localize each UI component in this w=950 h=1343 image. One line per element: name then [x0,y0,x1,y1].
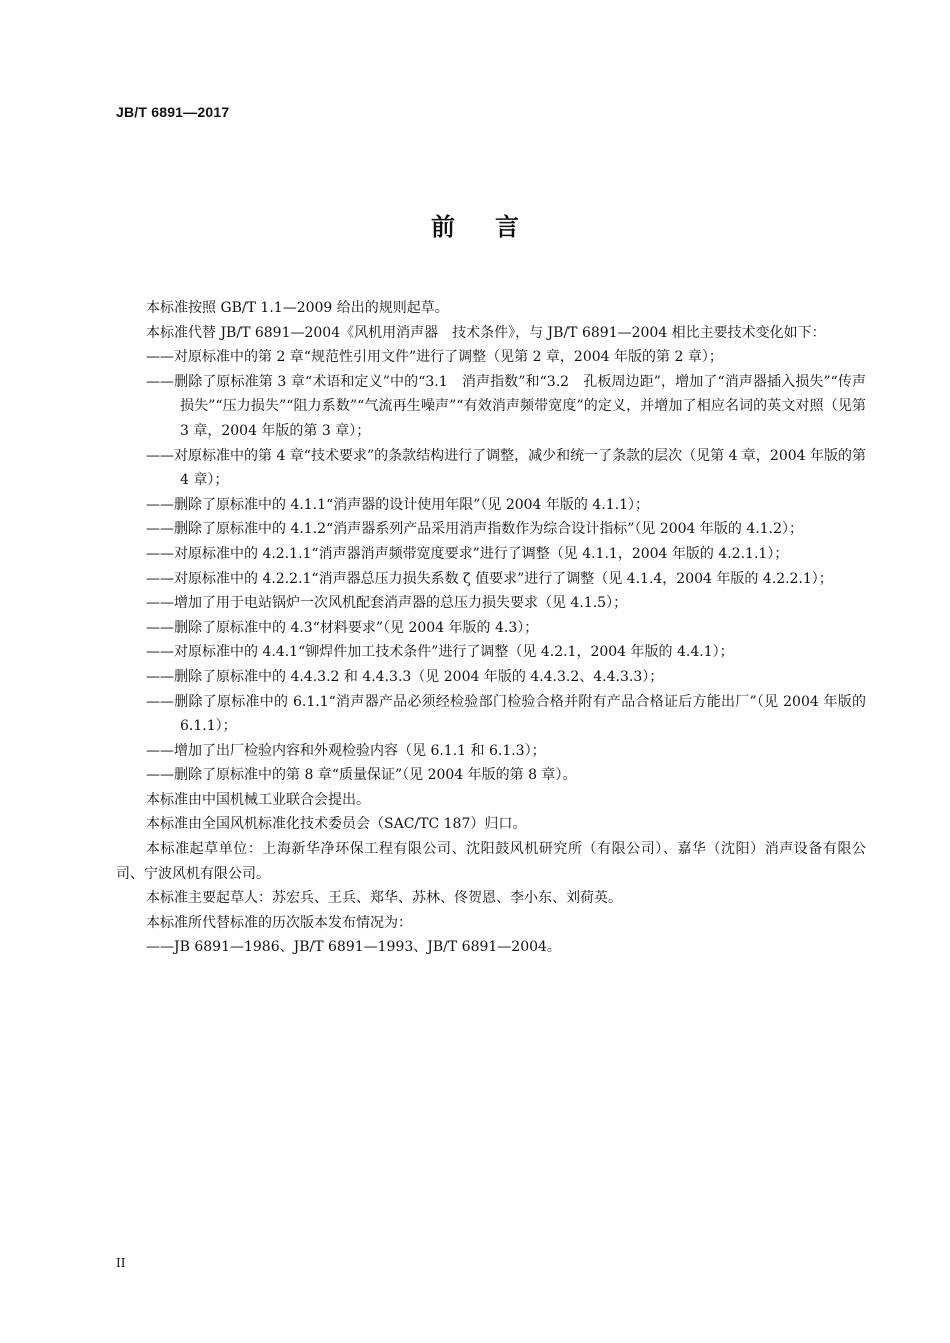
intro-paragraph: 本标准代替 JB/T 6891—2004《风机用消声器 技术条件》，与 JB/T 6891—2004 相比主要技术变化如下： [146,324,826,341]
change-item: ——删除了原标准中的第 8 章“质量保证”（见 2004 年版的第 8 章）。 [146,767,577,784]
outro-paragraph: 本标准所代替标准的历次版本发布情况为： [146,914,412,931]
change-item: ——删除了原标准中的 4.1.2“消声器系列产品采用消声指数作为综合设计指标”（见 2004 年版的 4.1.2）； [146,521,803,538]
change-item: ——删除了原标准中的 4.4.3.2 和 4.4.3.3（见 2004 年版的 4.4.3.2、4.4.3.3）； [146,668,664,685]
page-number: II [116,1256,126,1270]
change-item: ——删除了原标准第 3 章“术语和定义”中的“3.1 消声指数”和“3.2 孔板周边距”，增加了“消声器插入损失”“传声损失”“压力损失”“阻力系数”“气流再生噪声”“有效消声频带宽度”的定义，并增加了相应名词的英文对照（见第 3 章，2004 年版的第 3 章）； [146,373,866,439]
outro-paragraph: 本标准主要起草人：苏宏兵、王兵、郑华、苏林、佟贺恩、李小东、刘荷英。 [146,890,622,907]
change-item: ——增加了出厂检验内容和外观检验内容（见 6.1.1 和 6.1.3）； [146,742,546,759]
change-item: ——对原标准中的 4.4.1“铆焊件加工技术条件”进行了调整（见 4.2.1，2004 年版的 4.4.1）； [146,644,734,661]
change-item: ——增加了用于电站锅炉一次风机配套消声器的总压力损失要求（见 4.1.5）； [146,595,628,612]
outro-paragraph: 本标准由中国机械工业联合会提出。 [146,791,370,808]
change-item: ——对原标准中的第 4 章“技术要求”的条款结构进行了调整，减少和统一了条款的层次（见第 4 章，2004 年版的第 4 章）； [146,447,867,489]
change-item: ——对原标准中的 4.2.1.1“消声器消声频带宽度要求”进行了调整（见 4.1.1，2004 年版的 4.2.1.1）； [146,545,789,562]
intro-paragraph: 本标准按照 GB/T 1.1—2009 给出的规则起草。 [146,300,449,316]
change-item: ——删除了原标准中的 4.1.1“消声器的设计使用年限”（见 2004 年版的 4.1.1）； [146,496,649,513]
change-item: ——对原标准中的 4.2.2.1“消声器总压力损失系数 ζ 值要求”进行了调整（见 4.1.4，2004 年版的 4.2.2.1）； [146,570,833,587]
standard-code: JB/T 6891—2017 [116,104,230,120]
history-item: ——JB 6891—1986、JB/T 6891—1993、JB/T 6891—2004。 [146,939,561,956]
outro-paragraph: 本标准起草单位：上海新华净环保工程有限公司、沈阳鼓风机研究所（有限公司）、嘉华（沈阳）消声设备有限公司、宁波风机有限公司。 [116,841,866,882]
change-item: ——删除了原标准中的 4.3“材料要求”（见 2004 年版的 4.3）； [146,619,539,636]
foreword-body [116,296,866,960]
outro-paragraph: 本标准由全国风机标准化技术委员会（SAC/TC 187）归口。 [146,816,527,833]
page-title: 前言 [431,213,559,241]
change-item: ——删除了原标准中的 6.1.1“消声器产品必须经检验部门检验合格并附有产品合格证后方能出厂”（见 2004 年版的 6.1.1）； [146,693,866,735]
change-item: ——对原标准中的第 2 章“规范性引用文件”进行了调整（见第 2 章，2004 年版的第 2 章）； [146,349,723,366]
